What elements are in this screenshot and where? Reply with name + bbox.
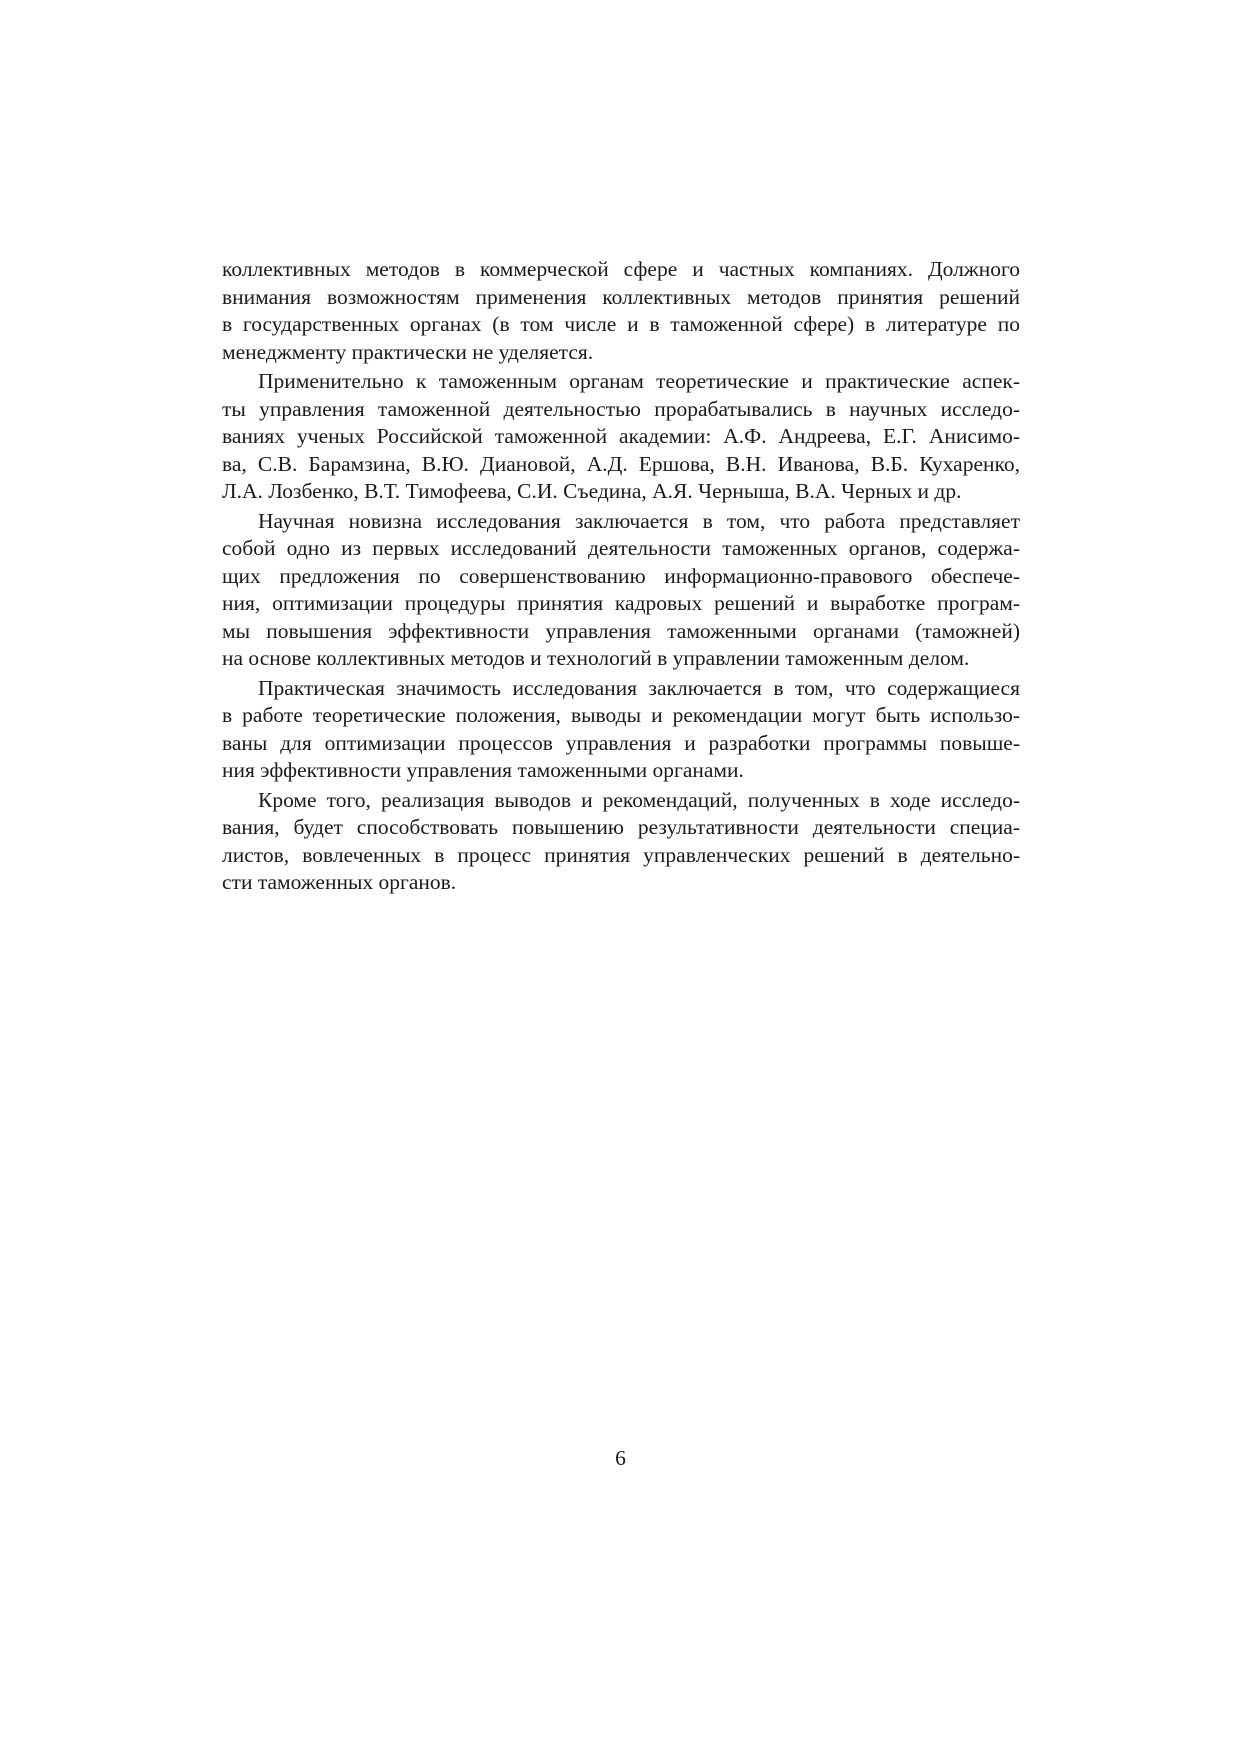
text-line: Л.А. Лозбенко, В.Т. Тимофеева, С.И. Съедина, А.Я. Черныша, В.А. Черных и др. bbox=[222, 479, 962, 503]
text-line: мы повышения эффективности управления таможенными органами (таможней) bbox=[222, 618, 1020, 643]
body-text bbox=[222, 256, 1020, 899]
paragraph bbox=[222, 675, 1020, 785]
text-line: листов, вовлеченных в процесс принятия управленческих решений в деятельно- bbox=[222, 842, 1020, 867]
text-line: в работе теоретические положения, выводы и рекомендации могут быть использо- bbox=[222, 703, 1020, 727]
text-line: собой одно из первых исследований деятельности таможенных органов, содержа- bbox=[222, 536, 1020, 560]
text-line: внимания возможностям применения коллективных методов принятия решений bbox=[222, 284, 1020, 309]
page-number: 6 bbox=[615, 1446, 626, 1470]
paragraph bbox=[222, 368, 1020, 506]
paragraph bbox=[222, 256, 1020, 366]
paragraph bbox=[222, 508, 1020, 673]
text-line: ты управления таможенной деятельностью прорабатывались в научных исследо- bbox=[222, 396, 1020, 421]
text-line: Применительно к таможенным органам теоретические и практические аспек- bbox=[258, 369, 1020, 393]
text-line: ваны для оптимизации процессов управления и разработки программы повыше- bbox=[222, 730, 1020, 755]
text-line: менеджменту практически не уделяется. bbox=[222, 339, 594, 364]
text-line: вания, будет способствовать повышению результативности деятельности специа- bbox=[222, 815, 1020, 839]
text-line: на основе коллективных методов и технологий в управлении таможенным делом. bbox=[222, 646, 970, 670]
text-line: ния, оптимизации процедуры принятия кадровых решений и выработке програм- bbox=[222, 591, 1020, 615]
text-line: Кроме того, реализация выводов и рекомендаций, полученных в ходе исследо- bbox=[258, 787, 1020, 812]
text-line: в государственных органах (в том числе и в таможенной сфере) в литературе по bbox=[222, 312, 1020, 336]
text-line: Практическая значимость исследования заключается в том, что содержащиеся bbox=[258, 675, 1020, 700]
text-line: ния эффективности управления таможенными органами. bbox=[222, 758, 744, 782]
text-line: Научная новизна исследования заключается в том, что работа представляет bbox=[258, 508, 1020, 533]
text-line: сти таможенных органов. bbox=[222, 870, 457, 894]
text-line: щих предложения по совершенствованию информационно-правового обеспече- bbox=[222, 563, 1020, 588]
text-line: ва, С.В. Барамзина, В.Ю. Диановой, А.Д. Ершова, В.Н. Иванова, В.Б. Кухаренко, bbox=[222, 451, 1020, 476]
text-line: ваниях ученых Российской таможенной академии: А.Ф. Андреева, Е.Г. Анисимо- bbox=[222, 424, 1020, 448]
text-line: коллективных методов в коммерческой сфере и частных компаниях. Должного bbox=[222, 257, 1020, 281]
paragraph bbox=[222, 787, 1020, 897]
